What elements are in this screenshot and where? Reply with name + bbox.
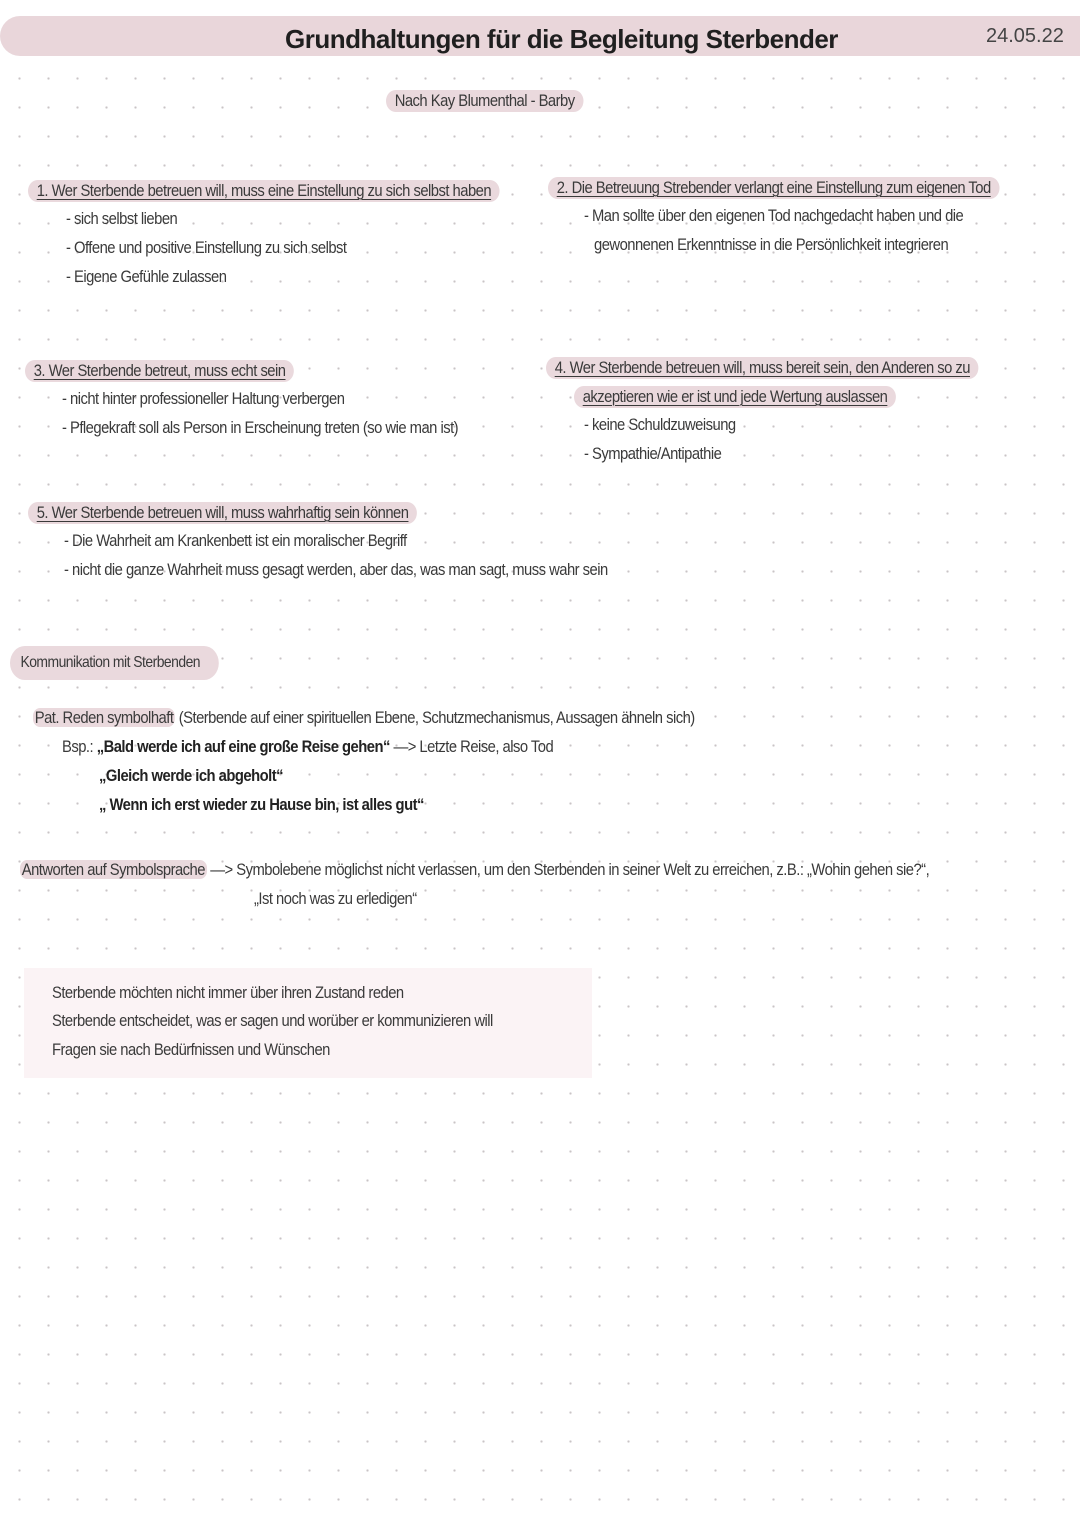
section-4-heading: 4. Wer Sterbende betreuen will, muss bereit sein, den Anderen so zu bbox=[546, 357, 979, 379]
section-1-heading: 1. Wer Sterbende betreuen will, muss eine Einstellung zu sich selbst haben bbox=[28, 180, 500, 202]
section-3-item: - Pflegekraft soll als Person in Erscheinung treten (so wie man ist) bbox=[62, 418, 459, 437]
quote-2: „Gleich werde ich abgeholt“ bbox=[99, 766, 283, 785]
section-5-item: - Die Wahrheit am Krankenbett ist ein moralischer Begriff bbox=[64, 531, 407, 550]
note-line: Sterbende entscheidet, was er sagen und worüber er kommunizieren will bbox=[52, 1011, 493, 1030]
bsp-line bbox=[62, 737, 553, 757]
section-5-item: - nicht die ganze Wahrheit muss gesagt werden, aber das, was man sagt, muss wahr sein bbox=[64, 560, 608, 579]
quote-1: „Bald werde ich auf eine große Reise gehen“ bbox=[96, 737, 390, 756]
section-5-heading: 5. Wer Sterbende betreuen will, muss wahrhaftig sein können bbox=[28, 502, 417, 524]
quote-3: „ Wenn ich erst wieder zu Hause bin, ist alles gut“ bbox=[99, 795, 424, 814]
section-1-item: - sich selbst lieben bbox=[66, 209, 178, 228]
pat-rest: (Sterbende auf einer spirituellen Ebene, Schutzmechanismus, Aussagen ähneln sich) bbox=[175, 708, 695, 727]
antworten-label: Antworten auf Symbolsprache bbox=[21, 860, 205, 879]
section-2-heading: 2. Die Betreuung Strebender verlangt eine Einstellung zum eigenen Tod bbox=[548, 177, 999, 199]
note-line: Sterbende möchten nicht immer über ihren Zustand reden bbox=[52, 983, 404, 1002]
quote-1-rest: —> Letzte Reise, also Tod bbox=[389, 737, 554, 756]
date: 24.05.22 bbox=[986, 25, 1064, 47]
section-2-item: gewonnenen Erkenntnisse in die Persönlichkeit integrieren bbox=[594, 235, 949, 254]
section-2-item: - Man sollte über den eigenen Tod nachgedacht haben und die bbox=[584, 206, 964, 225]
section-1-item: - Offene und positive Einstellung zu sich selbst bbox=[66, 238, 347, 257]
section-3-item: - nicht hinter professioneller Haltung verbergen bbox=[62, 389, 345, 408]
section-1-item: - Eigene Gefühle zulassen bbox=[66, 267, 227, 286]
antworten-line bbox=[20, 860, 929, 880]
section-4-item: - keine Schuldzuweisung bbox=[584, 415, 736, 434]
section-4-item: - Sympathie/Antipathie bbox=[584, 444, 722, 463]
page-title: Grundhaltungen für die Begleitung Sterbender bbox=[285, 24, 838, 54]
pat-line bbox=[33, 708, 695, 728]
note-line: Fragen sie nach Bedürfnissen und Wünschen bbox=[52, 1040, 330, 1059]
antworten-line-2: „Ist noch was zu erledigen“ bbox=[254, 889, 417, 908]
pat-label: Pat. Reden symbolhaft bbox=[34, 708, 174, 727]
bsp-label: Bsp.: bbox=[62, 737, 97, 756]
subtitle: Nach Kay Blumenthal - Barby bbox=[386, 90, 583, 112]
section-3-heading: 3. Wer Sterbende betreut, muss echt sein bbox=[25, 360, 294, 382]
kommunikation-heading: Kommunikation mit Sterbenden bbox=[10, 646, 219, 680]
antworten-rest: —> Symbolebene möglichst nicht verlassen, um den Sterbenden in seiner Welt zu erreichen, z.B.: „Wohin gehen sie?“, bbox=[206, 860, 930, 879]
section-4-heading-line2: akzeptieren wie er ist und jede Wertung auslassen bbox=[574, 386, 896, 408]
